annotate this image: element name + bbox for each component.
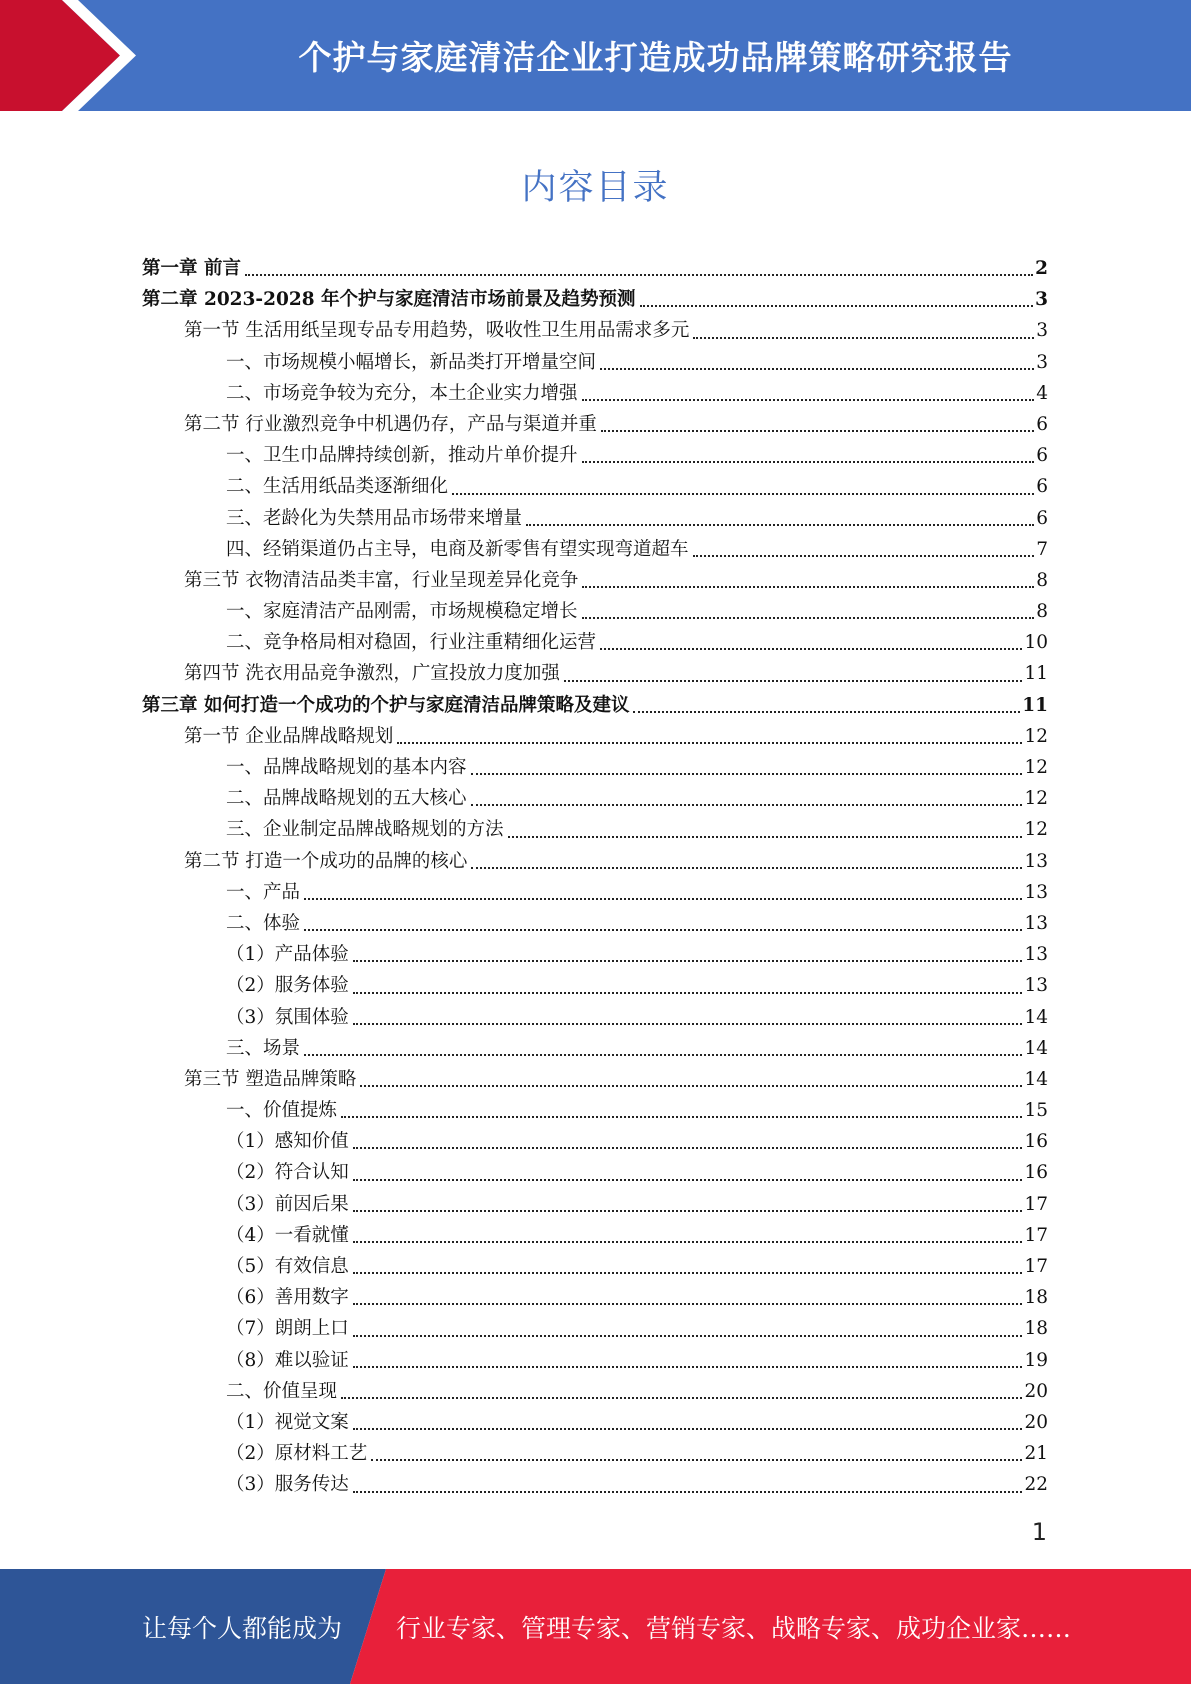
toc-dot-leader	[452, 493, 1034, 495]
toc-entry-title: 二、品牌战略规划的五大核心	[226, 788, 467, 810]
toc-entry-title: （3）前因后果	[226, 1193, 349, 1215]
toc-entry-page: 14	[1024, 1068, 1048, 1090]
toc-entry[interactable]	[142, 253, 1048, 284]
toc-entry-title: 二、竞争格局相对稳固，行业注重精细化运营	[226, 632, 597, 654]
toc-entry-title: 第三章 如何打造一个成功的个护与家庭清洁品牌策略及建议	[142, 694, 630, 716]
toc-entry-title: 二、市场竞争较为充分，本土企业实力增强	[226, 382, 578, 404]
toc-entry-title: 三、老龄化为失禁用品市场带来增量	[226, 507, 523, 529]
toc-entry-page: 6	[1036, 507, 1048, 529]
toc-entry-page: 11	[1022, 694, 1048, 716]
toc-entry-title: 一、品牌战略规划的基本内容	[226, 757, 467, 778]
toc-entry-title: 一、市场规模小幅增长，新品类打开增量空间	[226, 351, 597, 373]
toc-entry-page: 4	[1036, 382, 1048, 404]
toc-dot-leader	[353, 1335, 1023, 1337]
toc-entry[interactable]	[142, 378, 1048, 409]
toc-entry-title: 第三节 衣物清洁品类丰富，行业呈现差异化竞争	[184, 569, 579, 591]
toc-dot-leader	[582, 586, 1034, 588]
toc-dot-leader	[353, 960, 1023, 962]
toc-dot-leader	[353, 992, 1023, 994]
toc-entry-title: （2）服务体验	[226, 975, 349, 997]
toc-dot-leader	[640, 305, 1034, 307]
toc-dot-leader	[633, 711, 1020, 713]
toc-dot-leader	[582, 399, 1035, 401]
toc-entry[interactable]	[142, 1376, 1048, 1407]
toc-entry-title: 二、体验	[226, 912, 301, 934]
toc-entry-title: 第一章 前言	[142, 258, 241, 279]
toc-entry[interactable]	[142, 627, 1048, 658]
toc-entry-page: 15	[1024, 1100, 1048, 1122]
toc-dot-leader	[304, 1054, 1022, 1056]
toc-entry-page: 3	[1036, 320, 1048, 342]
toc-entry-page: 8	[1036, 569, 1048, 591]
toc-entry[interactable]	[142, 1345, 1048, 1376]
toc-entry-page: 6	[1036, 476, 1048, 498]
toc-entry-title: （5）有效信息	[226, 1256, 349, 1277]
toc-entry[interactable]	[142, 970, 1048, 1001]
toc-entry[interactable]	[142, 409, 1048, 440]
toc-entry-title: 第二节 打造一个成功的品牌的核心	[184, 850, 468, 872]
toc-dot-leader	[582, 461, 1035, 463]
toc-dot-leader	[471, 867, 1022, 869]
toc-entry[interactable]	[142, 783, 1048, 814]
toc-dot-leader	[353, 1147, 1023, 1149]
toc-entry-page: 22	[1024, 1474, 1048, 1496]
toc-dot-leader	[341, 1116, 1022, 1118]
toc-entry-title: （1）视觉文案	[226, 1411, 349, 1433]
toc-dot-leader	[353, 1241, 1023, 1243]
toc-entry-title: 第二节 行业激烈竞争中机遇仍存，产品与渠道并重	[184, 413, 597, 435]
toc-entry-title: 第四节 洗衣用品竞争激烈，广宣投放力度加强	[184, 663, 560, 685]
toc-dot-leader	[601, 430, 1034, 432]
toc-dot-leader	[600, 648, 1022, 650]
toc-entry-title: （6）善用数字	[226, 1287, 349, 1309]
toc-entry[interactable]	[142, 721, 1048, 752]
toc-entry-title: （3）氛围体验	[226, 1006, 349, 1028]
toc-entry-page: 10	[1024, 632, 1048, 654]
toc-entry-title: 三、企业制定品牌战略规划的方法	[226, 819, 504, 841]
toc-entry[interactable]	[142, 347, 1048, 378]
toc-entry-page: 17	[1024, 1193, 1048, 1215]
toc-entry-title: （1）感知价值	[226, 1131, 349, 1153]
toc-entry-title: 三、场景	[226, 1037, 301, 1059]
header-banner	[0, 0, 1191, 111]
toc-entry-page: 21	[1024, 1443, 1048, 1465]
toc-entry-title: 第三节 塑造品牌策略	[184, 1068, 357, 1090]
toc-entry[interactable]	[142, 471, 1048, 502]
toc-entry-title: （1）产品体验	[226, 944, 349, 966]
toc-entry-page: 12	[1024, 757, 1048, 778]
toc-dot-leader	[341, 1397, 1022, 1399]
toc-entry[interactable]	[142, 846, 1048, 877]
toc-entry[interactable]	[142, 1313, 1048, 1344]
toc-entry-page: 19	[1024, 1349, 1048, 1371]
footer-banner	[0, 1569, 1191, 1684]
toc-entry[interactable]	[142, 534, 1048, 565]
toc-entry-page: 20	[1024, 1380, 1048, 1402]
toc-entry[interactable]	[142, 1095, 1048, 1126]
toc-entry[interactable]	[142, 814, 1048, 845]
toc-dot-leader	[600, 368, 1034, 370]
toc-entry[interactable]	[142, 1407, 1048, 1438]
toc-dot-leader	[471, 804, 1023, 806]
toc-dot-leader	[508, 836, 1023, 838]
toc-entry-page: 13	[1024, 912, 1048, 934]
toc-entry-page: 2	[1035, 258, 1048, 279]
toc-dot-leader	[360, 1085, 1022, 1087]
toc-entry-page: 17	[1024, 1224, 1048, 1246]
toc-dot-leader	[353, 1179, 1023, 1181]
toc-entry-title: （8）难以验证	[226, 1349, 349, 1371]
header-chevron-icon	[0, 0, 160, 111]
toc-entry[interactable]	[142, 1064, 1048, 1095]
toc-entry[interactable]	[142, 1033, 1048, 1064]
toc-entry[interactable]	[142, 877, 1048, 908]
toc-entry-title: （3）服务传达	[226, 1474, 349, 1496]
toc-entry[interactable]	[142, 440, 1048, 471]
toc-entry-page: 12	[1024, 725, 1048, 747]
toc-dot-leader	[304, 898, 1022, 900]
toc-entry-title: 第二章 2023-2028 年个护与家庭清洁市场前景及趋势预测	[142, 289, 636, 311]
toc-entry-title: 一、产品	[226, 881, 301, 903]
toc-entry-page: 3	[1035, 289, 1048, 311]
toc-entry-page: 17	[1024, 1256, 1048, 1277]
toc-entry-page: 13	[1024, 975, 1048, 997]
toc-entry-page: 20	[1024, 1411, 1048, 1433]
toc-entry-page: 18	[1024, 1318, 1048, 1340]
toc-entry-page: 13	[1024, 881, 1048, 903]
toc-entry[interactable]	[142, 1469, 1048, 1500]
toc-entry-title: （4）一看就懂	[226, 1224, 349, 1246]
toc-entry-page: 7	[1036, 538, 1048, 560]
toc-entry-title: 一、家庭清洁产品刚需，市场规模稳定增长	[226, 601, 578, 623]
toc-entry-page: 18	[1024, 1287, 1048, 1309]
toc-entry-page: 12	[1024, 819, 1048, 841]
toc-entry[interactable]	[142, 596, 1048, 627]
toc-entry[interactable]	[142, 908, 1048, 939]
toc-entry-title: （2）符合认知	[226, 1162, 349, 1184]
toc-entry-title: 第一节 生活用纸呈现专品专用趋势，吸收性卫生用品需求多元	[184, 320, 690, 342]
toc-entry-page: 14	[1024, 1037, 1048, 1059]
toc-entry-title: 二、生活用纸品类逐渐细化	[226, 476, 449, 498]
toc-entry[interactable]	[142, 1002, 1048, 1033]
toc-dot-leader	[564, 680, 1023, 682]
toc-dot-leader	[471, 773, 1023, 775]
toc-dot-leader	[693, 555, 1035, 557]
toc-entry-page: 13	[1024, 944, 1048, 966]
toc-heading: 内容目录	[521, 168, 670, 208]
toc-dot-leader	[371, 1459, 1022, 1461]
toc-entry-page: 14	[1024, 1006, 1048, 1028]
toc-entry[interactable]	[142, 1157, 1048, 1188]
footer-slogan-left: 让每个人都能成为	[142, 1613, 343, 1643]
table-of-contents	[142, 253, 1048, 1501]
toc-entry-page: 16	[1024, 1131, 1048, 1153]
toc-entry[interactable]	[142, 690, 1048, 721]
toc-entry[interactable]	[142, 1220, 1048, 1251]
toc-entry-page: 8	[1036, 601, 1048, 623]
toc-entry-page: 12	[1024, 788, 1048, 810]
toc-entry-page: 13	[1024, 850, 1048, 872]
toc-entry[interactable]	[142, 658, 1048, 689]
toc-entry[interactable]	[142, 1251, 1048, 1282]
toc-entry[interactable]	[142, 939, 1048, 970]
toc-dot-leader	[353, 1366, 1023, 1368]
toc-dot-leader	[526, 524, 1034, 526]
toc-entry[interactable]	[142, 315, 1048, 346]
report-title: 个护与家庭清洁企业打造成功品牌策略研究报告	[298, 38, 1013, 77]
toc-entry-page: 6	[1036, 413, 1048, 435]
toc-dot-leader	[353, 1491, 1023, 1493]
toc-dot-leader	[582, 617, 1035, 619]
toc-dot-leader	[245, 274, 1033, 276]
toc-entry[interactable]	[142, 1438, 1048, 1469]
toc-entry-page: 3	[1036, 351, 1048, 373]
toc-dot-leader	[397, 742, 1022, 744]
toc-entry-title: 一、价值提炼	[226, 1100, 338, 1122]
toc-entry[interactable]	[142, 752, 1048, 783]
toc-dot-leader	[693, 337, 1034, 339]
toc-entry[interactable]	[142, 1126, 1048, 1157]
toc-dot-leader	[353, 1023, 1023, 1025]
toc-entry[interactable]	[142, 503, 1048, 534]
toc-entry-title: （7）朗朗上口	[226, 1318, 349, 1340]
toc-dot-leader	[304, 929, 1022, 931]
toc-entry-page: 6	[1036, 445, 1048, 467]
toc-entry[interactable]	[142, 284, 1048, 315]
toc-dot-leader	[353, 1210, 1023, 1212]
toc-entry[interactable]	[142, 1282, 1048, 1313]
toc-entry-title: 四、经销渠道仍占主导，电商及新零售有望实现弯道超车	[226, 538, 689, 560]
toc-dot-leader	[353, 1272, 1023, 1274]
toc-entry-title: 第一节 企业品牌战略规划	[184, 725, 394, 747]
toc-dot-leader	[353, 1428, 1023, 1430]
toc-entry-page: 11	[1024, 663, 1048, 685]
toc-entry-title: 二、价值呈现	[226, 1380, 338, 1402]
toc-dot-leader	[353, 1303, 1023, 1305]
toc-entry-page: 16	[1024, 1162, 1048, 1184]
footer-slogan-right: 行业专家、管理专家、营销专家、战略专家、成功企业家……	[396, 1613, 1072, 1643]
toc-entry[interactable]	[142, 565, 1048, 596]
toc-entry-title: 一、卫生巾品牌持续创新，推动片单价提升	[226, 445, 578, 467]
toc-entry-title: （2）原材料工艺	[226, 1443, 368, 1465]
page-number: 1	[1031, 1518, 1047, 1546]
toc-entry[interactable]	[142, 1189, 1048, 1220]
